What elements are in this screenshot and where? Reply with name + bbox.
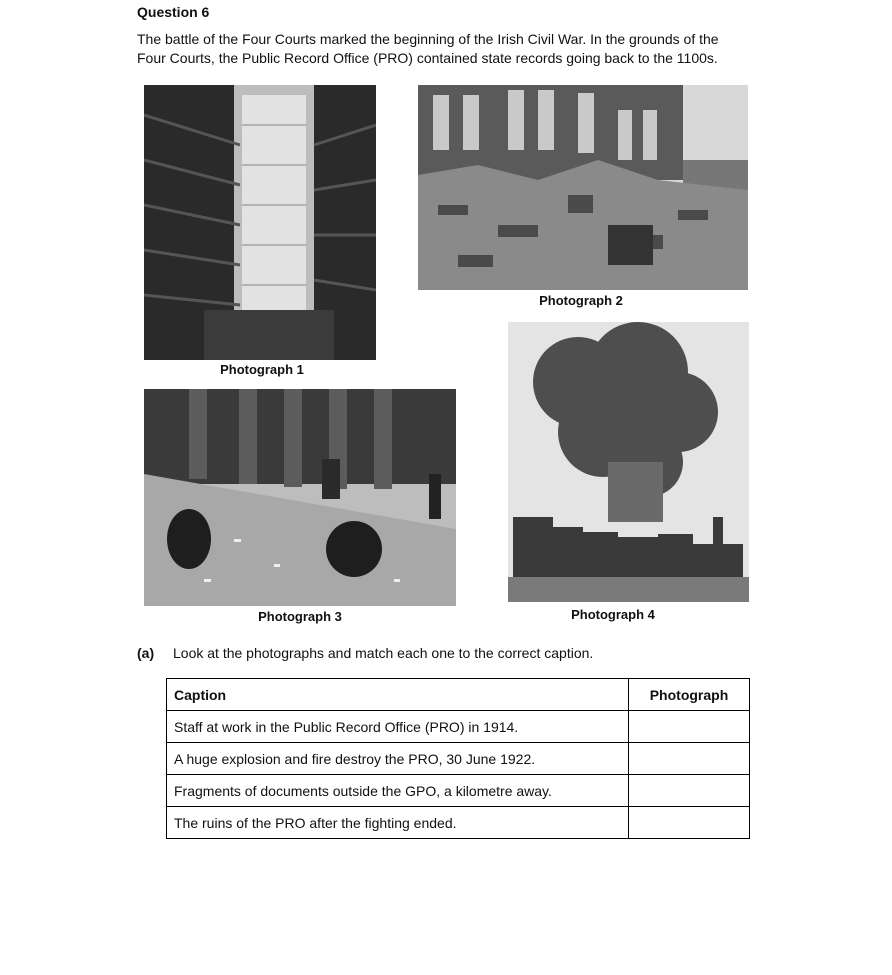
caption-cell: Fragments of documents outside the GPO, a kilometre away. [167,775,629,807]
question-intro [137,30,757,68]
table-header-row [167,679,750,711]
photograph-2-image [418,85,748,290]
photograph-2-caption: Photograph 2 [539,293,623,308]
photograph-answer-cell[interactable] [629,743,750,775]
table-row [167,775,750,807]
photograph-1-caption: Photograph 1 [220,362,304,377]
caption-cell: A huge explosion and fire destroy the PRO, 30 June 1922. [167,743,629,775]
table-row [167,743,750,775]
header-caption: Caption [167,679,629,711]
table-row [167,807,750,839]
photograph-answer-cell[interactable] [629,775,750,807]
photograph-answer-cell[interactable] [629,711,750,743]
photograph-4-image [508,322,749,602]
photograph-3-caption: Photograph 3 [258,609,342,624]
photograph-4-caption: Photograph 4 [571,607,655,622]
question-title: Question 6 [137,4,210,20]
matching-table [166,678,750,839]
table-row [167,711,750,743]
intro-line-2: Four Courts, the Public Record Office (PRO) contained state records going back to the 1100s. [137,50,718,66]
header-photograph: Photograph [629,679,750,711]
photograph-answer-cell[interactable] [629,807,750,839]
photograph-3-image [144,389,456,606]
caption-cell: Staff at work in the Public Record Office (PRO) in 1914. [167,711,629,743]
part-a-label: (a) [137,645,155,661]
intro-line-1: The battle of the Four Courts marked the beginning of the Irish Civil War. In the grounds of the [137,31,719,47]
photograph-1-image [144,85,376,360]
caption-cell: The ruins of the PRO after the fighting ended. [167,807,629,839]
part-a-instruction: Look at the photographs and match each one to the correct caption. [173,645,594,661]
